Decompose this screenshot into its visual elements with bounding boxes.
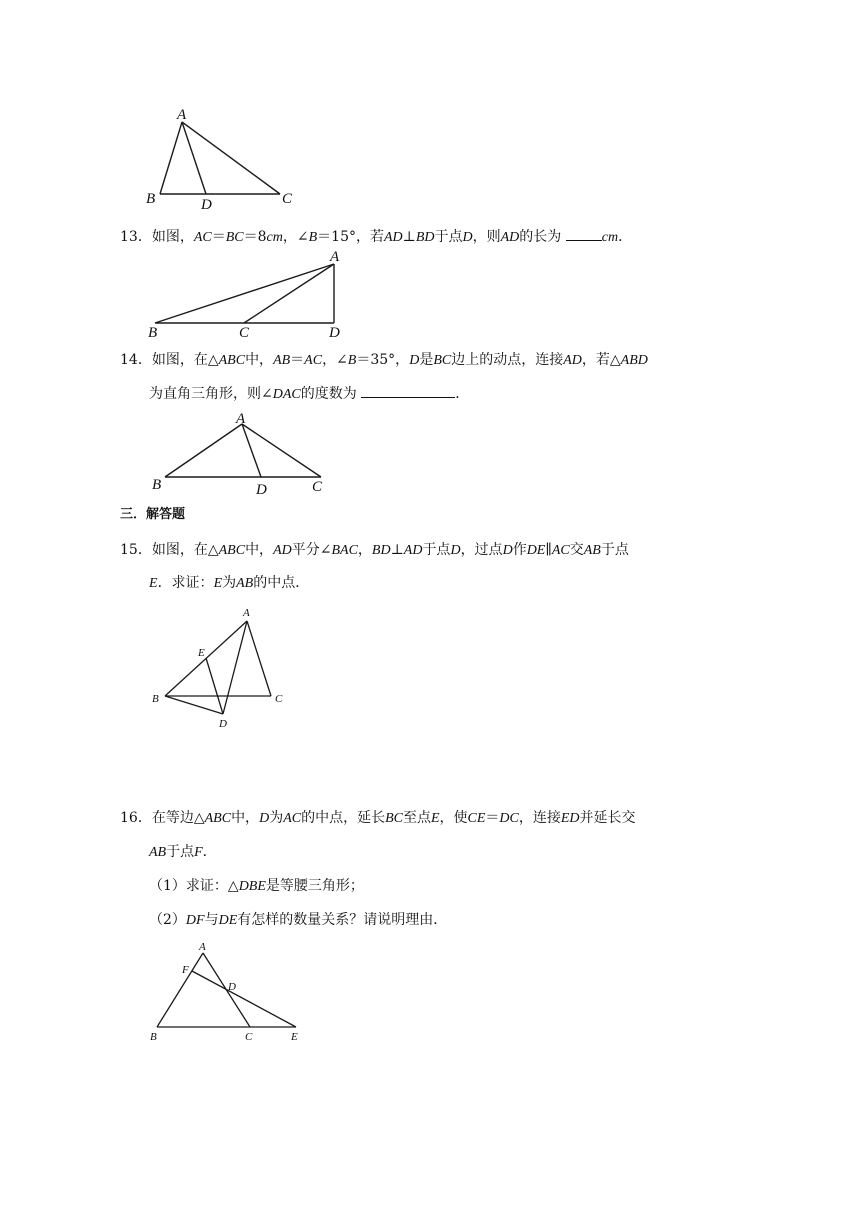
text: ， xyxy=(357,542,372,558)
segment-ed xyxy=(206,658,223,714)
text: ． xyxy=(455,386,470,402)
math: D xyxy=(450,543,461,558)
label-b: B xyxy=(148,325,158,341)
question-16-part-2 xyxy=(149,910,447,931)
math: cm xyxy=(266,230,283,245)
text: 中， xyxy=(231,810,260,826)
label-d: D xyxy=(201,197,212,213)
text: ，连接 xyxy=(518,810,561,826)
label-c: C xyxy=(275,693,283,705)
math: AD xyxy=(403,543,423,558)
label-c: C xyxy=(245,1031,253,1043)
text: 的度数为 xyxy=(300,386,357,402)
label-f: F xyxy=(182,964,189,976)
label-b: B xyxy=(152,477,162,493)
math: B xyxy=(347,353,357,368)
text: ． xyxy=(618,229,633,245)
text: 如图， xyxy=(151,229,194,245)
math: AC xyxy=(551,543,570,558)
text: ＝ xyxy=(290,352,305,368)
question-number: 13． xyxy=(120,229,152,245)
text: 为 xyxy=(269,810,284,826)
text: 是 xyxy=(419,352,434,368)
label-a: A xyxy=(236,411,246,427)
text: ，∠ xyxy=(282,229,309,245)
math: D xyxy=(259,811,270,826)
segment-ab xyxy=(157,953,203,1027)
text: ． xyxy=(202,844,217,860)
label-a: A xyxy=(243,607,250,619)
text: 平分∠ xyxy=(291,542,332,558)
label-b: B xyxy=(146,191,156,207)
question-number: 16． xyxy=(120,810,152,826)
math: AC xyxy=(304,353,323,368)
text: ⊥ xyxy=(402,229,416,245)
segment-ac xyxy=(182,122,280,194)
question-16-part-1 xyxy=(149,876,364,897)
math: BC xyxy=(433,353,452,368)
math: BAC xyxy=(331,543,358,558)
label-a: A xyxy=(199,941,206,953)
question-14-line-2 xyxy=(149,383,469,405)
text: ＝35°， xyxy=(356,352,410,368)
math: AD xyxy=(383,230,403,245)
text: 的长为 xyxy=(519,229,562,245)
text: ．求证： xyxy=(157,575,214,591)
math: BC xyxy=(385,811,403,826)
math: AD xyxy=(563,353,582,368)
text: 至点 xyxy=(402,810,431,826)
question-15-line-2 xyxy=(149,573,309,594)
figure-q15 xyxy=(145,600,305,735)
text: ＝ xyxy=(211,229,226,245)
text: 于点 xyxy=(422,542,451,558)
text: 于点 xyxy=(166,844,195,860)
math: AC xyxy=(193,230,212,245)
math: E xyxy=(430,811,440,826)
text: 于点 xyxy=(434,229,463,245)
label-a: A xyxy=(330,249,340,265)
math: ABD xyxy=(620,353,648,368)
math: F xyxy=(194,845,203,860)
math: E xyxy=(213,576,223,591)
text: 并延长交 xyxy=(579,810,636,826)
math: ABC xyxy=(218,353,246,368)
answer-blank[interactable] xyxy=(361,383,455,398)
question-15-line-1 xyxy=(120,540,629,561)
segment-ad xyxy=(223,621,247,714)
text: （2） xyxy=(149,912,186,928)
label-e: E xyxy=(291,1031,298,1043)
text: 的中点，延长 xyxy=(301,810,386,826)
math: E xyxy=(149,576,158,591)
math: ABC xyxy=(218,543,246,558)
segment-ab xyxy=(160,122,182,194)
text: 与 xyxy=(204,912,219,928)
segment-ac xyxy=(247,621,271,696)
text: 在等边△ xyxy=(151,810,205,826)
text: ＝8 xyxy=(243,229,267,245)
question-number: 14． xyxy=(120,352,152,368)
question-16-line-2 xyxy=(149,842,217,863)
math: AB xyxy=(583,543,601,558)
text: ⊥ xyxy=(390,542,404,558)
question-14-line-1 xyxy=(120,350,648,371)
text: 作 xyxy=(512,542,527,558)
segment-ad xyxy=(182,122,206,194)
text: ，∠ xyxy=(322,352,348,368)
math: AC xyxy=(283,811,302,826)
text: 边上的动点，连接 xyxy=(451,352,564,368)
segment-ad xyxy=(242,424,261,477)
math: B xyxy=(308,230,318,245)
math: D xyxy=(502,543,513,558)
math: D xyxy=(462,230,473,245)
segment-ac xyxy=(242,424,321,477)
text: 于点 xyxy=(600,542,629,558)
text: 的中点． xyxy=(253,575,310,591)
section-title: 三．解答题 xyxy=(120,507,186,522)
math: AD xyxy=(500,230,520,245)
text: ＝15°，若 xyxy=(317,229,384,245)
text: 交 xyxy=(569,542,584,558)
text: 是等腰三角形； xyxy=(265,878,364,894)
math: DBE xyxy=(238,879,266,894)
text: 为直角三角形，则∠ xyxy=(149,386,273,402)
segment-bd xyxy=(165,696,223,714)
text: ∥ xyxy=(545,542,552,558)
text: 为 xyxy=(222,575,237,591)
label-b: B xyxy=(150,1031,157,1043)
text: （1）求证：△ xyxy=(149,878,239,894)
label-d: D xyxy=(329,325,340,341)
math: DAC xyxy=(272,387,301,402)
label-c: C xyxy=(239,325,250,341)
math: AB xyxy=(236,576,254,591)
figure-q14 xyxy=(145,410,345,500)
label-d: D xyxy=(228,981,236,993)
math: D xyxy=(409,353,420,368)
text: ，过点 xyxy=(460,542,503,558)
label-d: D xyxy=(256,482,267,498)
label-c: C xyxy=(312,479,323,495)
label-b: B xyxy=(152,693,159,705)
question-number: 15． xyxy=(120,542,152,558)
segment-ca xyxy=(244,264,334,323)
text: 如图，在△ xyxy=(151,352,219,368)
text: 中， xyxy=(245,542,274,558)
text: ，若△ xyxy=(581,352,621,368)
label-a: A xyxy=(177,107,187,123)
math: BC xyxy=(225,230,244,245)
text: 如图，在△ xyxy=(151,542,219,558)
math: BD xyxy=(371,543,391,558)
question-16-line-1 xyxy=(120,808,636,829)
math: DE xyxy=(526,543,546,558)
text: ＝ xyxy=(485,810,500,826)
math: DC xyxy=(499,811,519,826)
math: DE xyxy=(218,913,238,928)
text: ，则 xyxy=(472,229,501,245)
segment-ab xyxy=(165,424,242,477)
math: cm xyxy=(601,230,619,245)
math: AB xyxy=(149,845,167,860)
text: 中， xyxy=(245,352,274,368)
label-e: E xyxy=(198,647,205,659)
math: AD xyxy=(273,543,292,558)
figure-q13 xyxy=(140,248,360,343)
question-13 xyxy=(120,226,632,248)
answer-blank[interactable] xyxy=(566,226,602,241)
text: ，使 xyxy=(439,810,468,826)
figure-q12 xyxy=(140,100,320,215)
math: BD xyxy=(415,230,435,245)
math: DF xyxy=(185,913,205,928)
label-c: C xyxy=(282,191,293,207)
math: ED xyxy=(560,811,580,826)
figure-q16 xyxy=(140,935,320,1050)
label-d: D xyxy=(219,718,227,730)
segment-ba xyxy=(155,264,334,323)
math: ABC xyxy=(204,811,232,826)
text: 有怎样的数量关系？请说明理由． xyxy=(237,912,448,928)
math: CE xyxy=(467,811,486,826)
math: AB xyxy=(273,353,291,368)
